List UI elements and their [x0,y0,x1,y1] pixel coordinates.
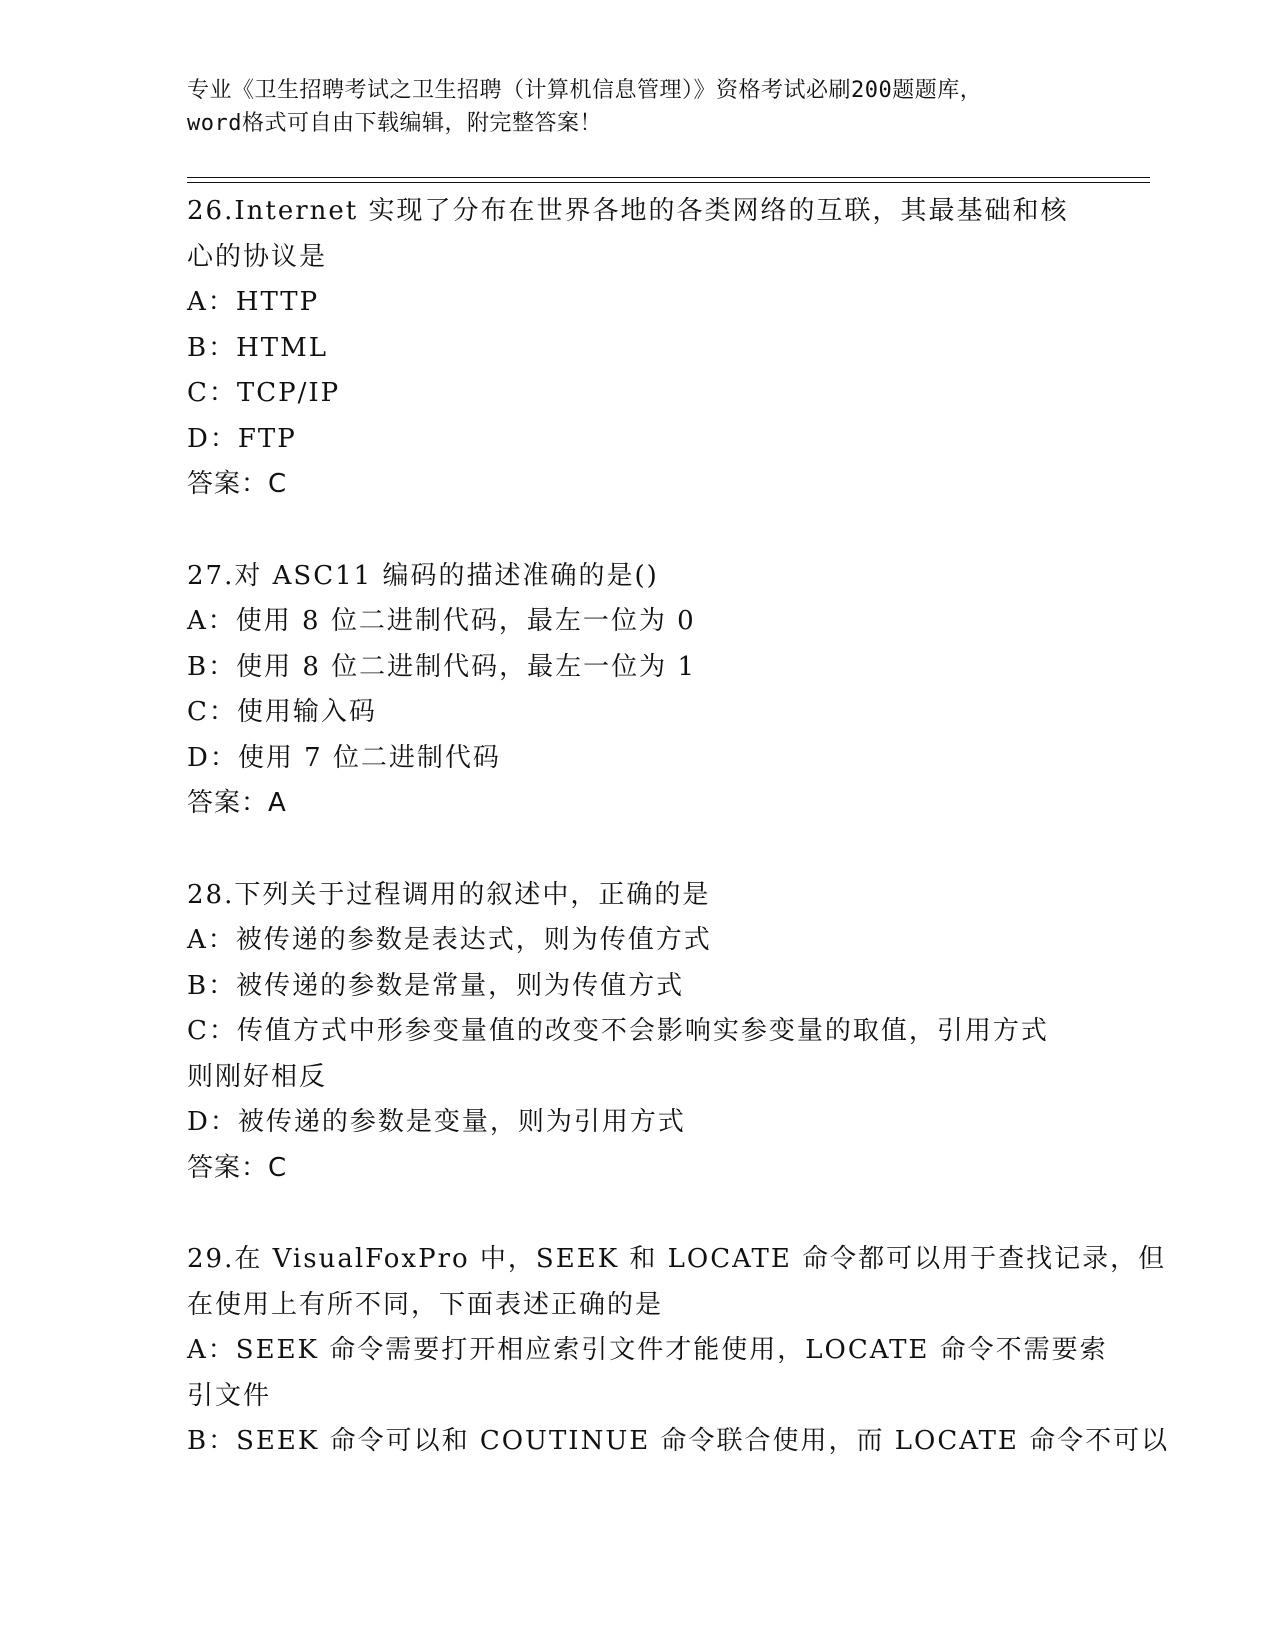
answer-line: 答案：A [187,788,287,818]
option-d: D：FTP [187,423,297,454]
question-stem: 26.Internet 实现了分布在世界各地的各类网络的互联，其最基础和核 [187,196,1069,226]
answer-line: 答案：C [187,1152,288,1183]
answer-line: 答案：C [187,469,288,499]
option-a-continued: 引文件 [187,1380,272,1411]
question-27 [187,554,1087,827]
header-line-1: 专业《卫生招聘考试之卫生招聘（计算机信息管理）》资格考试必刷200题题库， [187,78,983,103]
question-28 [187,873,1087,1192]
option-c-continued: 则刚好相反 [187,1061,328,1092]
question-stem: 29.在 VisualFoxPro 中，SEEK 和 LOCATE 命令都可以用于查找记录，但 [187,1244,1167,1274]
question-stem-continued: 在使用上有所不同，下面表述正确的是 [187,1289,664,1320]
question-29 [187,1237,1170,1465]
question-list [187,189,1170,1511]
option-c: C：TCP/IP [187,378,341,408]
option-d: D：被传递的参数是变量，则为引用方式 [187,1107,686,1137]
option-a: A：使用 8 位二进制代码，最左一位为 0 [187,606,696,636]
option-b: B：SEEK 命令可以和 COUTINUE 命令联合使用，而 LOCATE 命令不可以 [187,1426,1170,1456]
option-a: A：SEEK 命令需要打开相应索引文件才能使用，LOCATE 命令不需要索 [187,1335,1108,1365]
header-line-2: word格式可自由下载编辑，附完整答案！ [187,111,602,136]
question-stem: 28.下列关于过程调用的叙述中，正确的是 [187,879,711,910]
option-b: B：使用 8 位二进制代码，最左一位为 1 [187,651,696,682]
question-stem-continued: 心的协议是 [187,241,328,272]
option-a: A：被传递的参数是表达式，则为传值方式 [187,925,712,955]
option-c: C：使用输入码 [187,697,377,727]
document-header [187,74,1087,140]
question-26 [187,189,1087,508]
option-c: C：传值方式中形参变量值的改变不会影响实参变量的取值，引用方式 [187,1016,1049,1046]
option-a: A：HTTP [187,287,320,317]
option-d: D：使用 7 位二进制代码 [187,742,501,773]
header-divider-top [187,177,1150,178]
header-divider-bottom [187,182,1150,183]
option-b: B：HTML [187,332,329,363]
question-stem: 27.对 ASC11 编码的描述准确的是() [187,560,659,591]
option-b: B：被传递的参数是常量，则为传值方式 [187,970,685,1001]
